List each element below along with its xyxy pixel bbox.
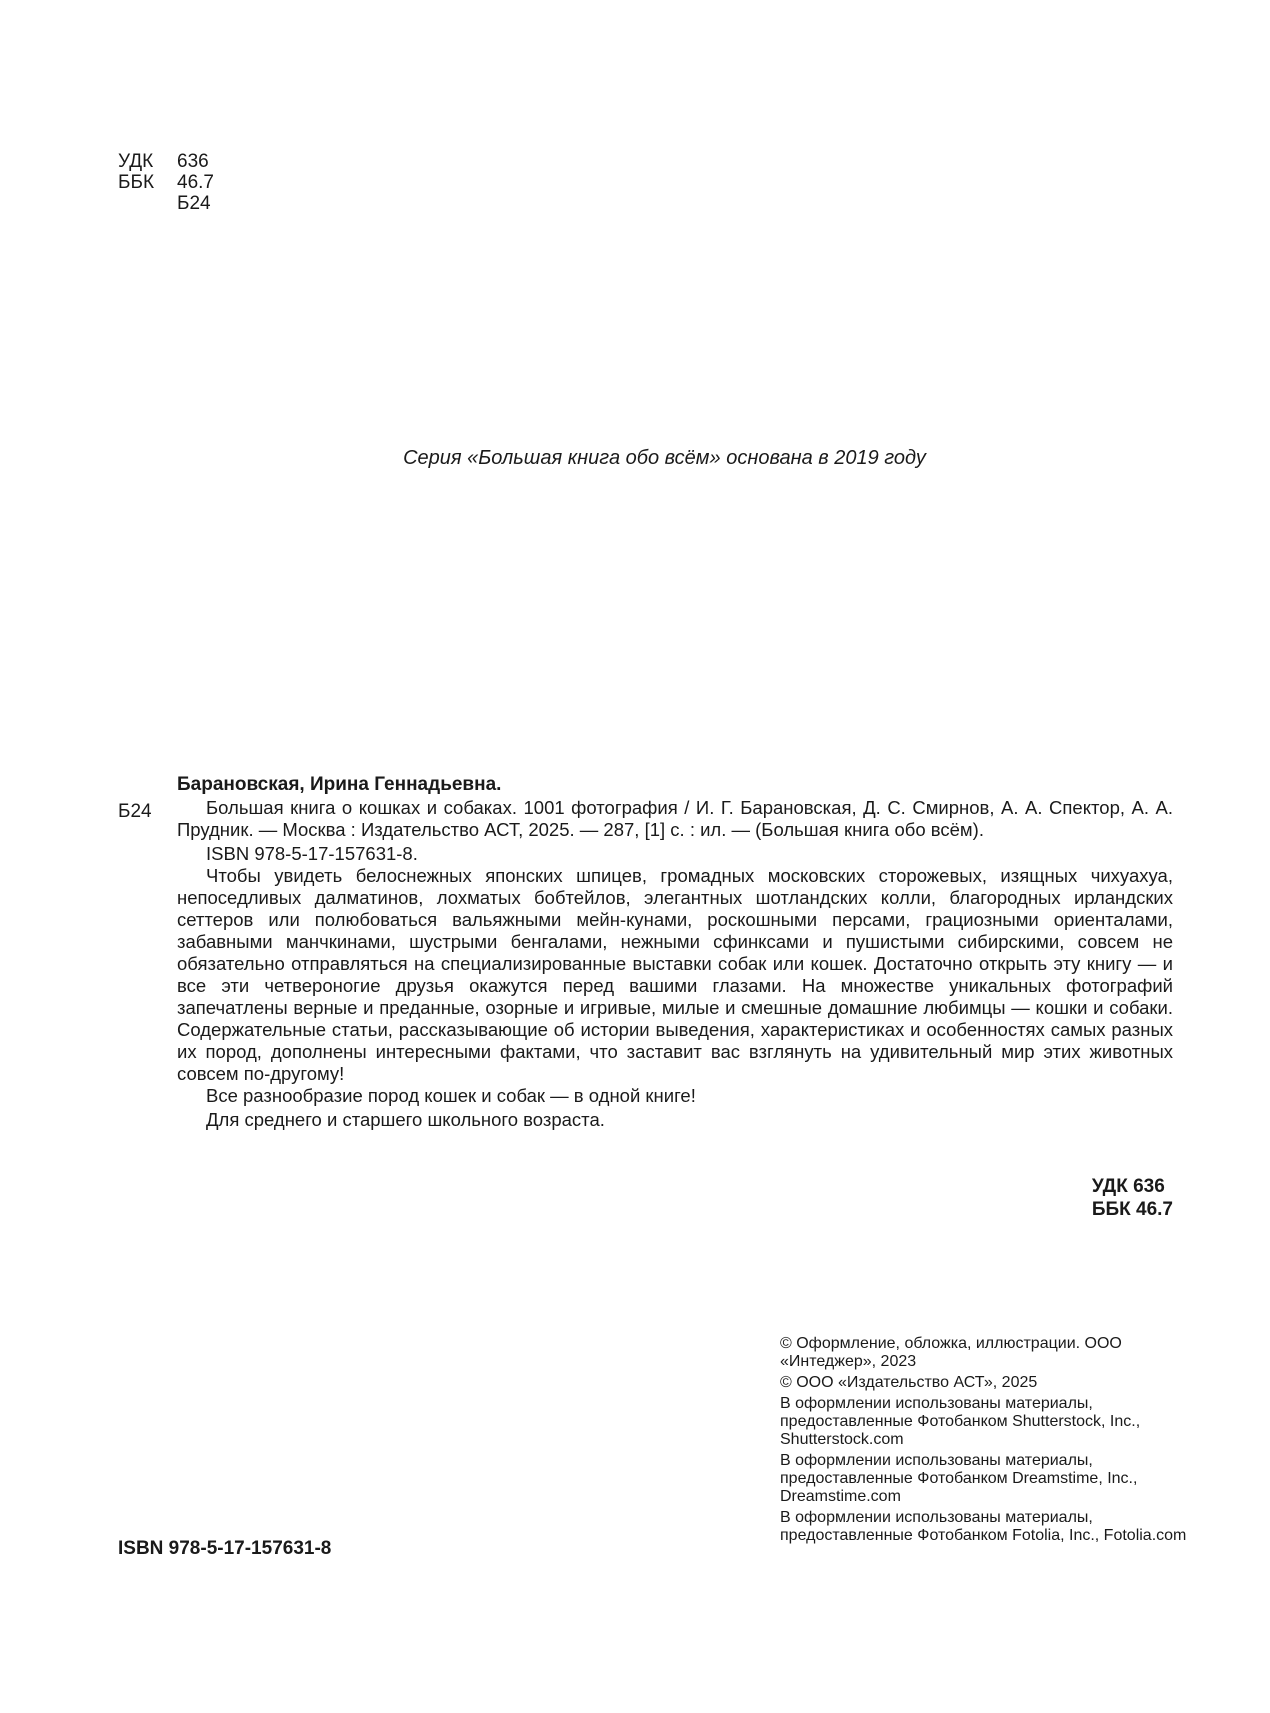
copyright-line: © ООО «Издательство АСТ», 2025	[780, 1374, 1038, 1391]
udk-code: УДК 636	[1091, 1176, 1165, 1197]
author-name: Барановская, Ирина Геннадьевна.	[177, 774, 502, 795]
classification-block	[118, 151, 214, 214]
biblio-description: Большая книга о кошках и собаках. 1001 фотография / И. Г. Барановская, Д. С. Смирнов, А. А. Спектор, А. А. Прудник. — Москва : Издательство АСТ, 2025. — 287, [1] с. : ил. — (Большая книга обо всём).	[177, 797, 1173, 840]
bbk-label: ББК	[118, 172, 155, 193]
series-note: Серия «Большая книга обо всём» основана в 2019 году	[403, 447, 926, 469]
biblio-isbn: ISBN 978-5-17-157631-8.	[206, 843, 418, 864]
copyright-line: В оформлении использованы материалы, предоставленные Фотобанком Dreamstime, Inc., Dreamstime.com	[780, 1452, 1138, 1505]
biblio-code: Б24	[118, 801, 152, 822]
biblio-age: Для среднего и старшего школьного возраста.	[206, 1109, 605, 1130]
biblio-annotation: Чтобы увидеть белоснежных японских шпицев, громадных московских сторожевых, изящных чихуахуа, непоседливых далматинов, лохматых бобтейлов, элегантных шотландских колли, благородных ирландских сеттеров или полюбоваться вальяжными мейн-кунами, роскошными персами, грациозными ориенталами, забавными манчкинами, шустрыми бенгалами, нежными сфинксами и пушистыми сибирскими, совсем не обязательно отправляться на специализированные выставки собак или кошек. Достаточно открыть эту книгу — и все эти четвероногие друзья окажутся перед вашими глазами. На множестве уникальных фотографий запечатлены верные и преданные, озорные и игривые, милые и смешные домашние любимцы — кошки и собаки. Содержательные статьи, рассказывающие об истории выведения, характеристиках и особенностях самых разных их пород, дополнены интересными фактами, что заставит вас взглянуть на удивительный мир этих животных совсем по-другому!	[177, 865, 1173, 1084]
biblio-tagline: Все разнообразие пород кошек и собак — в одной книге!	[206, 1085, 696, 1106]
bbk-code: ББК 46.7	[1091, 1199, 1173, 1220]
classification-codes-right	[1092, 1175, 1173, 1221]
copyright-line: В оформлении использованы материалы, предоставленные Фотобанком Shutterstock, Inc., Shutterstock.com	[780, 1395, 1141, 1448]
udk-value: 636	[177, 151, 209, 172]
bbk-value: 46.7	[177, 172, 214, 193]
udk-label: УДК	[118, 151, 154, 172]
bibliographic-record	[177, 797, 1173, 1131]
author-mark: Б24	[177, 193, 211, 214]
copyright-line: © Оформление, обложка, иллюстрации. ООО «Интеджер», 2023	[780, 1335, 1122, 1370]
copyright-block	[780, 1335, 1200, 1548]
isbn-bottom: ISBN 978-5-17-157631-8	[118, 1538, 332, 1559]
copyright-line: В оформлении использованы материалы, предоставленные Фотобанком Fotolia, Inc., Fotolia.com	[780, 1509, 1187, 1544]
